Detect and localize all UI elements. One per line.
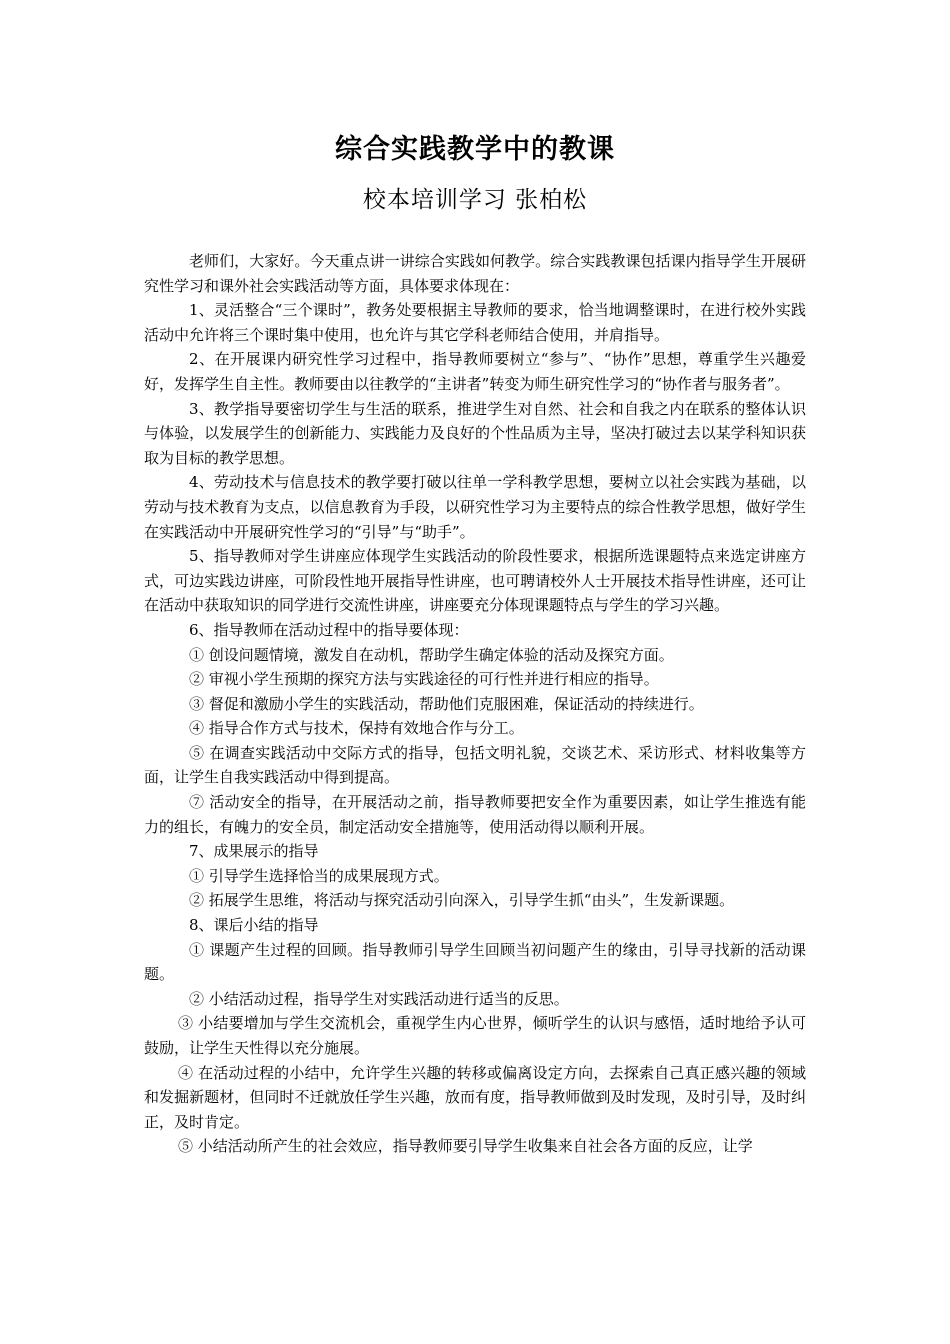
list-item: ② 小结活动过程，指导学生对实践活动进行适当的反思。	[189, 989, 569, 1008]
list-item: ⑤ 小结活动所产生的社会效应，指导教师要引导学生收集来自社会各方面的反应，让学	[178, 1137, 753, 1156]
paragraph-item-1: 1、灵活整合“三个课时”，教务处要根据主导教师的要求，恰当地调整课时，在进行校外实践活动中允许将三个课时集中使用，也允许与其它学科老师结合使用，并肩指导。	[144, 301, 806, 344]
list-item: ① 创设问题情境，激发自在动机，帮助学生确定体验的活动及探究方面。	[189, 645, 674, 664]
list-item: ④ 在活动过程的小结中，允许学生兴趣的转移或偏离设定方向，去探索自己真正感兴趣的领域和发掘新题材，但同时不迁就放任学生兴趣，放而有度，指导教师做到及时发现，及时引导，及时纠正，及时肯定。	[144, 1063, 806, 1131]
document-body	[144, 249, 806, 1159]
list-item: ③ 小结要增加与学生交流机会，重视学生内心世界，倾听学生的认识与感悟，适时地给予认可鼓励，让学生天性得以充分施展。	[144, 1014, 806, 1057]
paragraph-intro: 老师们，大家好。今天重点讲一讲综合实践如何教学。综合实践教课包括课内指导学生开展研究性学习和课外社会实践活动等方面，具体要求体现在：	[144, 252, 806, 295]
paragraph-item-3: 3、教学指导要密切学生与生活的联系，推进学生对自然、社会和自我之内在联系的整体认识与体验，以发展学生的创新能力、实践能力及良好的个性品质为主导，坚决打破过去以某学科知识获取为目标的教学思想。	[144, 399, 806, 467]
list-item: ④ 指导合作方式与技术，保持有效地合作与分工。	[189, 719, 524, 738]
document-title: 综合实践教学中的教课	[335, 134, 615, 165]
paragraph-item-4: 4、劳动技术与信息技术的教学要打破以往单一学科教学思想，要树立以社会实践为基础，以劳动与技术教育为支点，以信息教育为手段，以研究性学习为主要特点的综合性教学思想，做好学生在实践活动中开展研究性学习的“引导”与“助手”。	[144, 473, 806, 541]
paragraph-item-7: 7、成果展示的指导	[189, 842, 319, 861]
list-item: ① 课题产生过程的回顾。指导教师引导学生回顾当初问题产生的缘由，引导寻找新的活动课题。	[144, 940, 806, 984]
paragraph-item-5: 5、指导教师对学生讲座应体现学生实践活动的阶段性要求，根据所选课题特点来选定讲座方式，可边实践边讲座，可阶段性地开展指导性讲座，也可聘请校外人士开展技术指导性讲座，还可让在活动中获取知识的同学进行交流性讲座，讲座要充分体现课题特点与学生的学习兴趣。	[144, 547, 806, 615]
paragraph-item-8: 8、课后小结的指导	[189, 916, 319, 935]
list-item: ② 拓展学生思维，将活动与探究活动引向深入，引导学生抓“由头”，生发新课题。	[189, 891, 735, 910]
list-item: ③ 督促和激励小学生的实践活动，帮助他们克服困难，保证活动的持续进行。	[189, 694, 704, 713]
list-item: ⑤ 在调查实践活动中交际方式的指导，包括文明礼貌，交谈艺术、采访形式、材料收集等方面，让学生自我实践活动中得到提高。	[144, 743, 806, 787]
paragraph-item-2: 2、在开展课内研究性学习过程中，指导教师要树立“参与”、“协作”思想，尊重学生兴趣爱好，发挥学生自主性。教师要由以往教学的“主讲者”转变为师生研究性学习的“协作者与服务者”。	[144, 350, 806, 393]
list-item: ① 引导学生选择恰当的成果展现方式。	[189, 866, 449, 885]
paragraph-item-6: 6、指导教师在活动过程中的指导要体现：	[189, 620, 469, 639]
list-item: ⑦ 活动安全的指导，在开展活动之前，指导教师要把安全作为重要因素，如让学生推选有能力的组长，有魄力的安全员，制定活动安全措施等，使用活动得以顺利开展。	[144, 793, 806, 836]
list-item: ② 审视小学生预期的探究方法与实践途径的可行性并进行相应的指导。	[189, 670, 659, 689]
document-subtitle: 校本培训学习 张柏松	[362, 187, 588, 213]
